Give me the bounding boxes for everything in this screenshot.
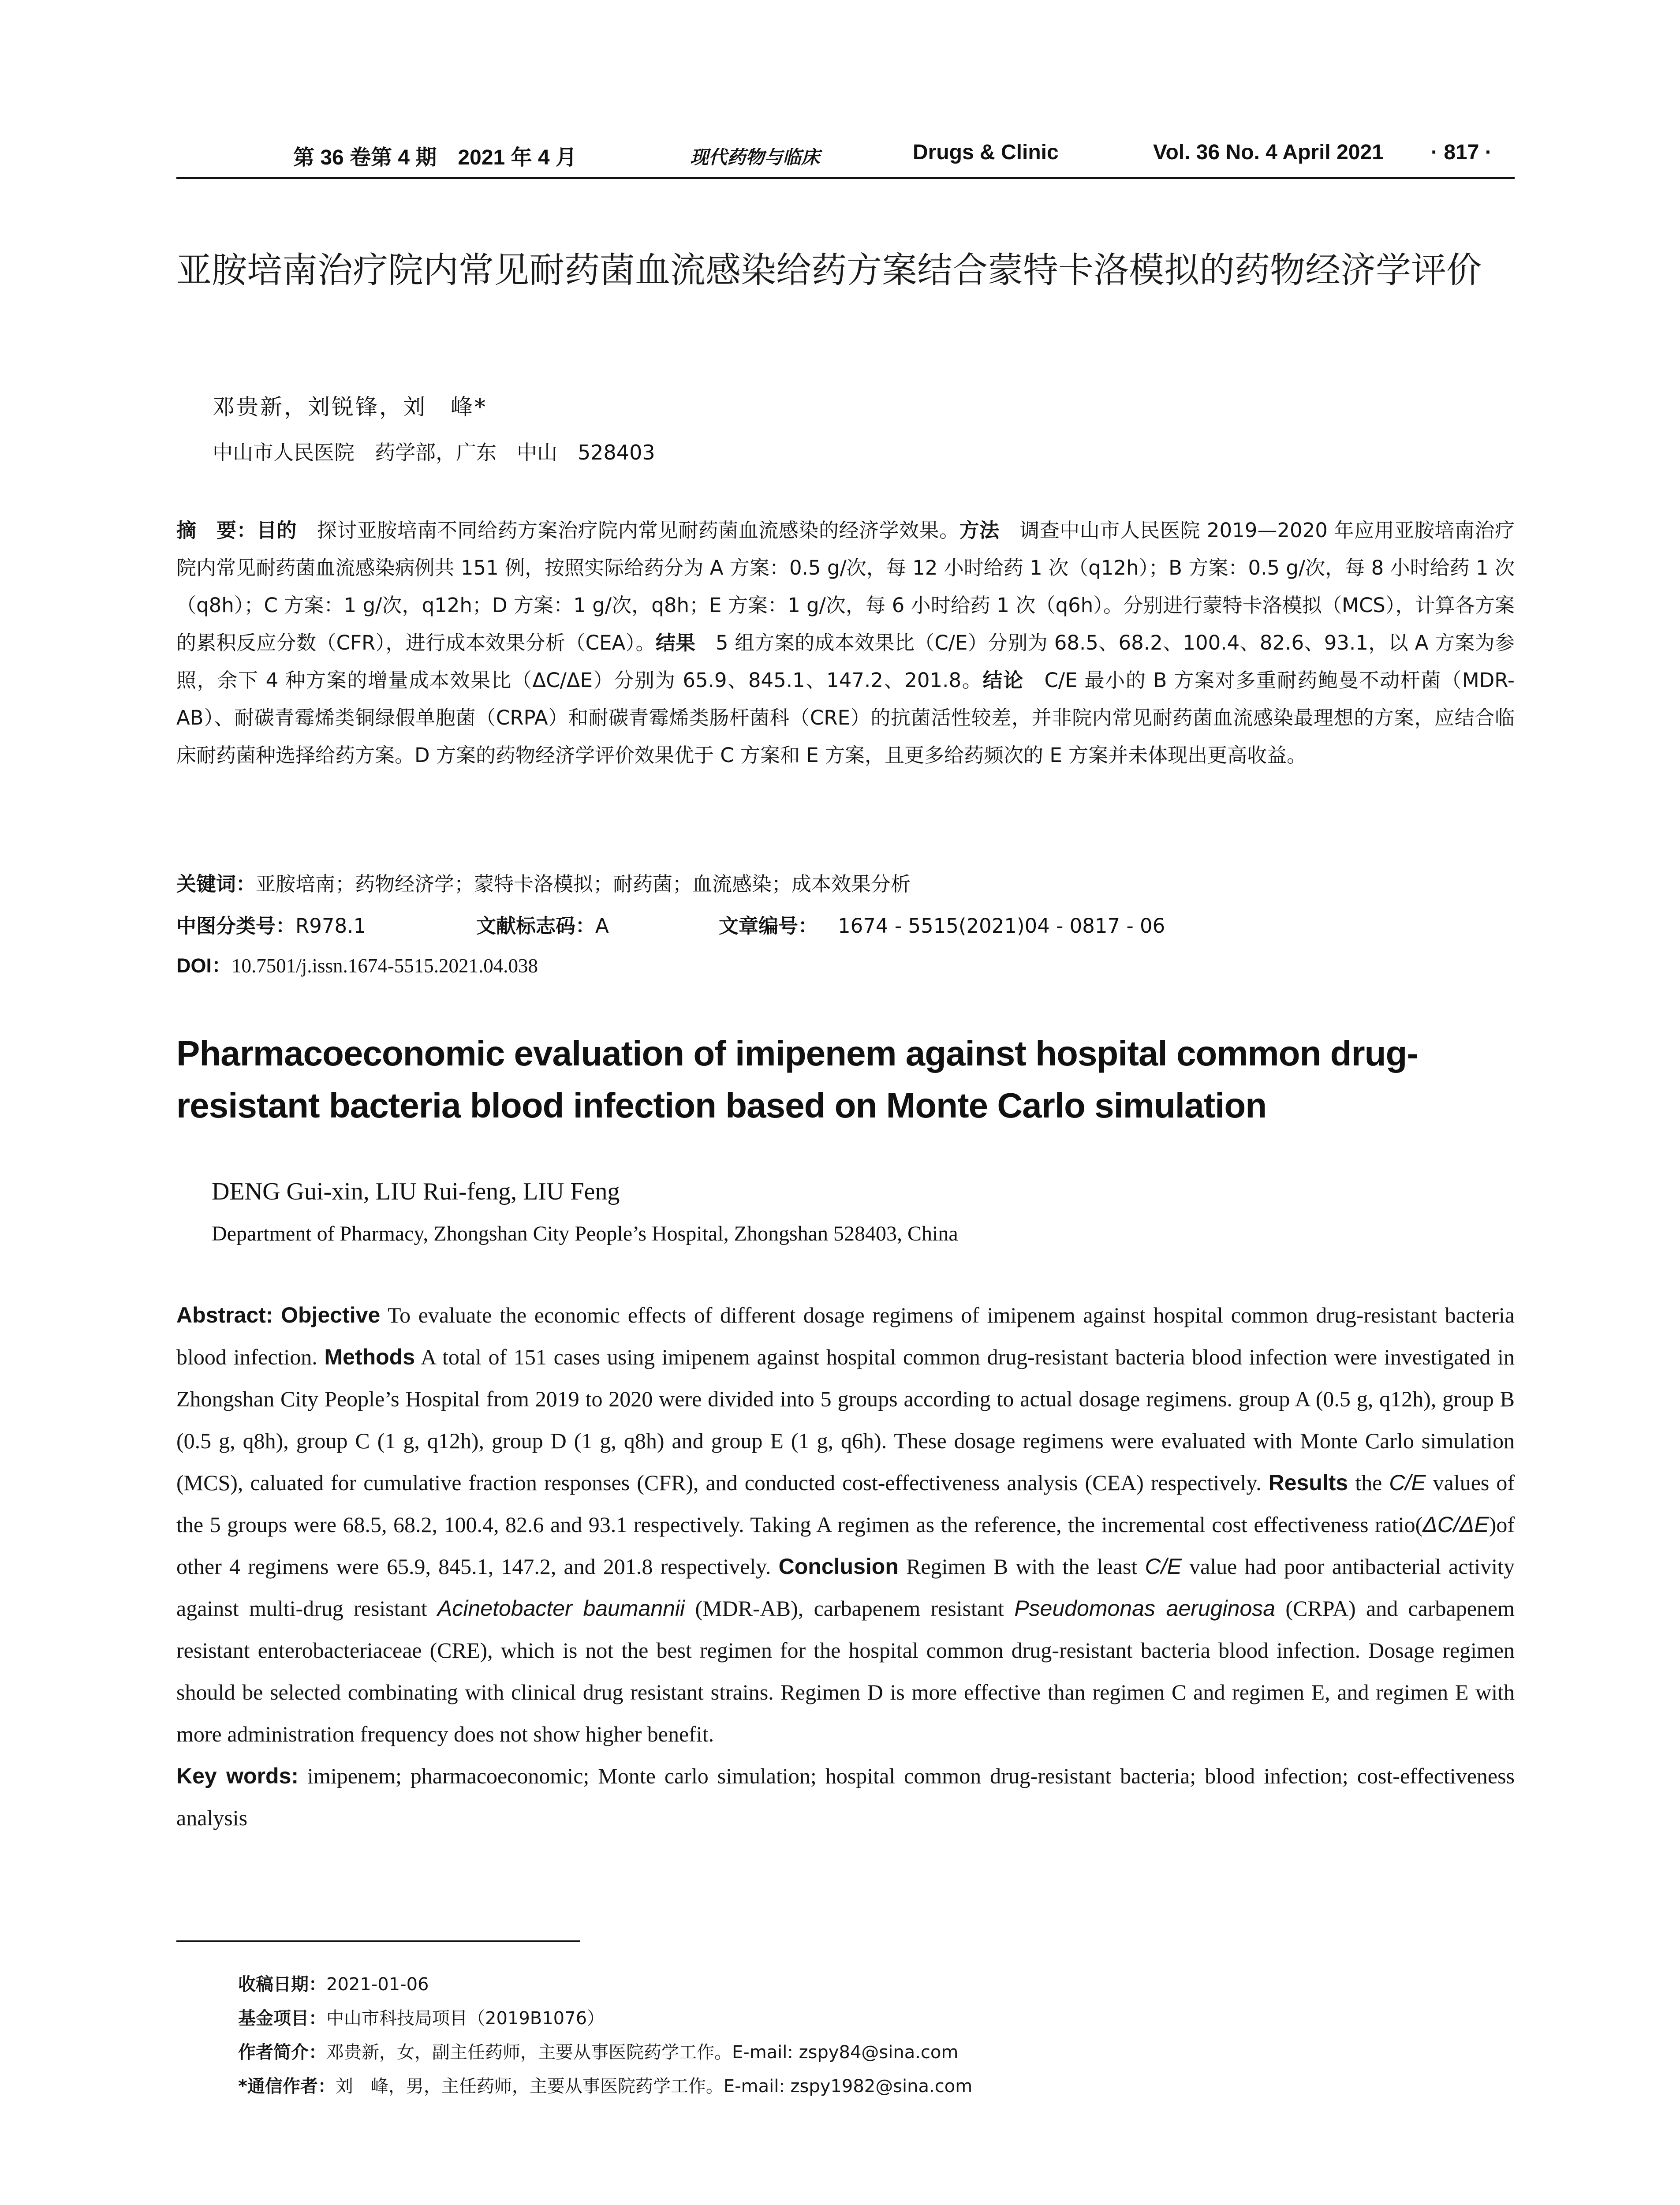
corresponding-text: 刘 峰，男，主任药师，主要从事医院药学工作。E-mail: zspy1982@sina.com bbox=[335, 2076, 973, 2097]
footnote-rule bbox=[176, 1940, 580, 1942]
cn-objective-text: 探讨亚胺培南不同给药方案治疗院内常见耐药菌血流感染的经济学效果。 bbox=[297, 519, 959, 542]
en-species-acinetobacter: Acinetobacter baumannii bbox=[437, 1596, 685, 1621]
received-label: 收稿日期： bbox=[238, 1974, 326, 1995]
cn-keywords-text: 亚胺培南；药物经济学；蒙特卡洛模拟；耐药菌；血流感染；成本效果分析 bbox=[256, 872, 911, 896]
article-number-label: 文章编号： bbox=[719, 915, 818, 937]
clc-label: 中图分类号： bbox=[176, 915, 296, 937]
cn-keywords-label: 关键词： bbox=[176, 873, 256, 895]
issue-cn: 第 36 卷第 4 期 2021 年 4 月 bbox=[293, 146, 577, 169]
en-affiliation: Department of Pharmacy, Zhongshan City People’s Hospital, Zhongshan 528403, China bbox=[212, 1222, 958, 1245]
en-keywords-label: Key words: bbox=[176, 1764, 299, 1788]
running-header bbox=[176, 140, 1515, 167]
en-conclusion-text-1: Regimen B with the least bbox=[898, 1554, 1145, 1579]
footnote-received bbox=[238, 1970, 429, 1996]
en-results-text-3: )of other 4 regimens were 65.9, 845.1, 147.2, and 201.8 respectively. bbox=[176, 1512, 1515, 1579]
en-keywords-text: imipenem; pharmacoeconomic; Monte carlo simulation; hospital common drug-resistant bacteria; blood infection; cost-effectiveness analysis bbox=[176, 1764, 1515, 1830]
author-bio-text: 邓贵新，女，副主任药师，主要从事医院药学工作。E-mail: zspy84@sina.com bbox=[326, 2042, 959, 2063]
cn-abstract bbox=[176, 512, 1515, 774]
page-number: · 817 · bbox=[1431, 141, 1492, 164]
cn-classification bbox=[176, 911, 1165, 942]
cn-conclusion-text: C/E 最小的 B 方案对多重耐药鲍曼不动杆菌（MDR-AB）、耐碳青霉烯类铜绿假单胞菌（CRPA）和耐碳青霉烯类肠杆菌科（CRE）的抗菌活性较差，并非院内常见耐药菌血流感染最理想的方案，应结合临床耐药菌种选择给药方案。D 方案的药物经济学评价效果优于 C 方案和 E 方案，且更多给药频次的 E 方案并未体现出更高收益。 bbox=[176, 669, 1515, 767]
en-conclusion-label: Conclusion bbox=[778, 1554, 899, 1579]
cn-title: 亚胺培南治疗院内常见耐药菌血流感染给药方案结合蒙特卡洛模拟的药物经济学评价 bbox=[176, 250, 1482, 291]
cn-affiliation: 中山市人民医院 药学部，广东 中山 528403 bbox=[213, 441, 655, 464]
issue-en: Vol. 36 No. 4 April 2021 bbox=[1153, 141, 1384, 164]
en-results-dce: ΔC/ΔE bbox=[1422, 1512, 1489, 1537]
en-abstract-label: Abstract: bbox=[176, 1303, 273, 1327]
cn-results-text: 5 组方案的成本效果比（C/E）分别为 68.5、68.2、100.4、82.6、93.1，以 A 方案为参照，余下 4 种方案的增量成本效果比（ΔC/ΔE）分别为 65.9、845.1、147.2、201.8。 bbox=[176, 631, 1515, 692]
en-methods-label: Methods bbox=[324, 1345, 415, 1369]
en-objective-label: Objective bbox=[281, 1303, 381, 1327]
en-conclusion-text-4: (CRPA) and carbapenem resistant enterobacteriaceae (CRE), which is not the best regimen for the hospital common drug-resistant bacteria blood infection. Dosage regimen should be selected combinating with clinical drug resistant strains. Regimen D is more effective than regimen C and regimen E, and regimen E with more administration frequency does not show higher benefit. bbox=[176, 1596, 1515, 1746]
cn-conclusion-label: 结论 bbox=[982, 669, 1024, 691]
en-results-text-1: the bbox=[1348, 1470, 1389, 1495]
cn-keywords bbox=[176, 869, 911, 900]
en-results-ce: C/E bbox=[1389, 1470, 1426, 1495]
article-number-value: 1674 - 5515(2021)04 - 0817 - 06 bbox=[838, 914, 1165, 938]
footnote-author bbox=[238, 2038, 958, 2063]
journal-name-cn: 现代药物与临床 bbox=[690, 146, 820, 168]
corresponding-label: *通信作者： bbox=[238, 2076, 336, 2097]
journal-name-en: Drugs & Clinic bbox=[913, 141, 1059, 164]
en-species-pseudomonas: Pseudomonas aeruginosa bbox=[1014, 1596, 1276, 1621]
cn-methods-label: 方法 bbox=[959, 519, 1000, 542]
fund-text: 中山市科技局项目（2019B1076） bbox=[326, 2008, 605, 2029]
en-results-label: Results bbox=[1268, 1470, 1348, 1495]
received-date: 2021-01-06 bbox=[326, 1974, 429, 1995]
en-conclusion-ce: C/E bbox=[1145, 1554, 1182, 1579]
author-bio-label: 作者简介： bbox=[238, 2042, 326, 2063]
cn-methods-text: 调查中山市人民医院 2019—2020 年应用亚胺培南治疗院内常见耐药菌血流感染病例共 151 例，按照实际给药分为 A 方案：0.5 g/次，每 12 小时给药 1 次（q12h）；B 方案：0.5 g/次，每 8 小时给药 1 次（q8h）；C 方案：1 g/次，q12h；D 方案：1 g/次，q8h；E 方案：1 g/次，每 6 小时给药 1 次（q6h）。分别进行蒙特卡洛模拟（MCS），计算各方案的累积反应分数（CFR），进行成本效果分析（CEA）。 bbox=[176, 519, 1515, 654]
en-conclusion-text-2: value had poor antibacterial activity against multi-drug resistant bbox=[176, 1554, 1515, 1621]
footnote-fund bbox=[238, 2004, 605, 2029]
doi-line bbox=[176, 950, 538, 981]
en-title: Pharmacoeconomic evaluation of imipenem against hospital common drug-resistant bacteria blood infection based on Monte Carlo simulation bbox=[176, 1034, 1418, 1125]
footnote-corresponding bbox=[238, 2072, 972, 2097]
fund-label: 基金项目： bbox=[238, 2008, 326, 2029]
clc-value: R978.1 bbox=[295, 914, 366, 938]
doc-code-label: 文献标志码： bbox=[476, 915, 596, 937]
cn-objective-label: 目的 bbox=[257, 519, 297, 542]
cn-abstract-label: 摘 要： bbox=[176, 519, 257, 542]
doi-label: DOI： bbox=[176, 954, 232, 977]
doi-value[interactable]: 10.7501/j.issn.1674-5515.2021.04.038 bbox=[231, 955, 538, 977]
en-conclusion-text-3: (MDR-AB), carbapenem resistant bbox=[685, 1596, 1015, 1621]
doc-code-value: A bbox=[595, 914, 609, 938]
en-results-text-2: values of the 5 groups were 68.5, 68.2, 100.4, 82.6 and 93.1 respectively. Taking A regimen as the reference, the incremental cost effectiveness ratio( bbox=[176, 1470, 1515, 1537]
en-objective-text: To evaluate the economic effects of different dosage regimens of imipenem against hospital common drug-resistant bacteria blood infection. bbox=[176, 1303, 1515, 1369]
cn-results-label: 结果 bbox=[655, 632, 696, 654]
en-methods-text: A total of 151 cases using imipenem against hospital common drug-resistant bacteria blood infection were investigated in Zhongshan City People’s Hospital from 2019 to 2020 were divided into 5 groups according to actual dosage regimens. group A (0.5 g, q12h), group B (0.5 g, q8h), group C (1 g, q12h), group D (1 g, q8h) and group E (1 g, q6h). These dosage regimens were evaluated with Monte Carlo simulation (MCS), caluated for cumulative fraction responses (CFR), and conducted cost-effectiveness analysis (CEA) respectively. bbox=[176, 1345, 1515, 1495]
en-abstract bbox=[176, 1294, 1515, 1839]
header-rule bbox=[176, 177, 1515, 179]
cn-authors: 邓贵新，刘锐锋，刘 峰* bbox=[213, 394, 487, 420]
en-authors: DENG Gui-xin, LIU Rui-feng, LIU Feng bbox=[212, 1178, 620, 1205]
